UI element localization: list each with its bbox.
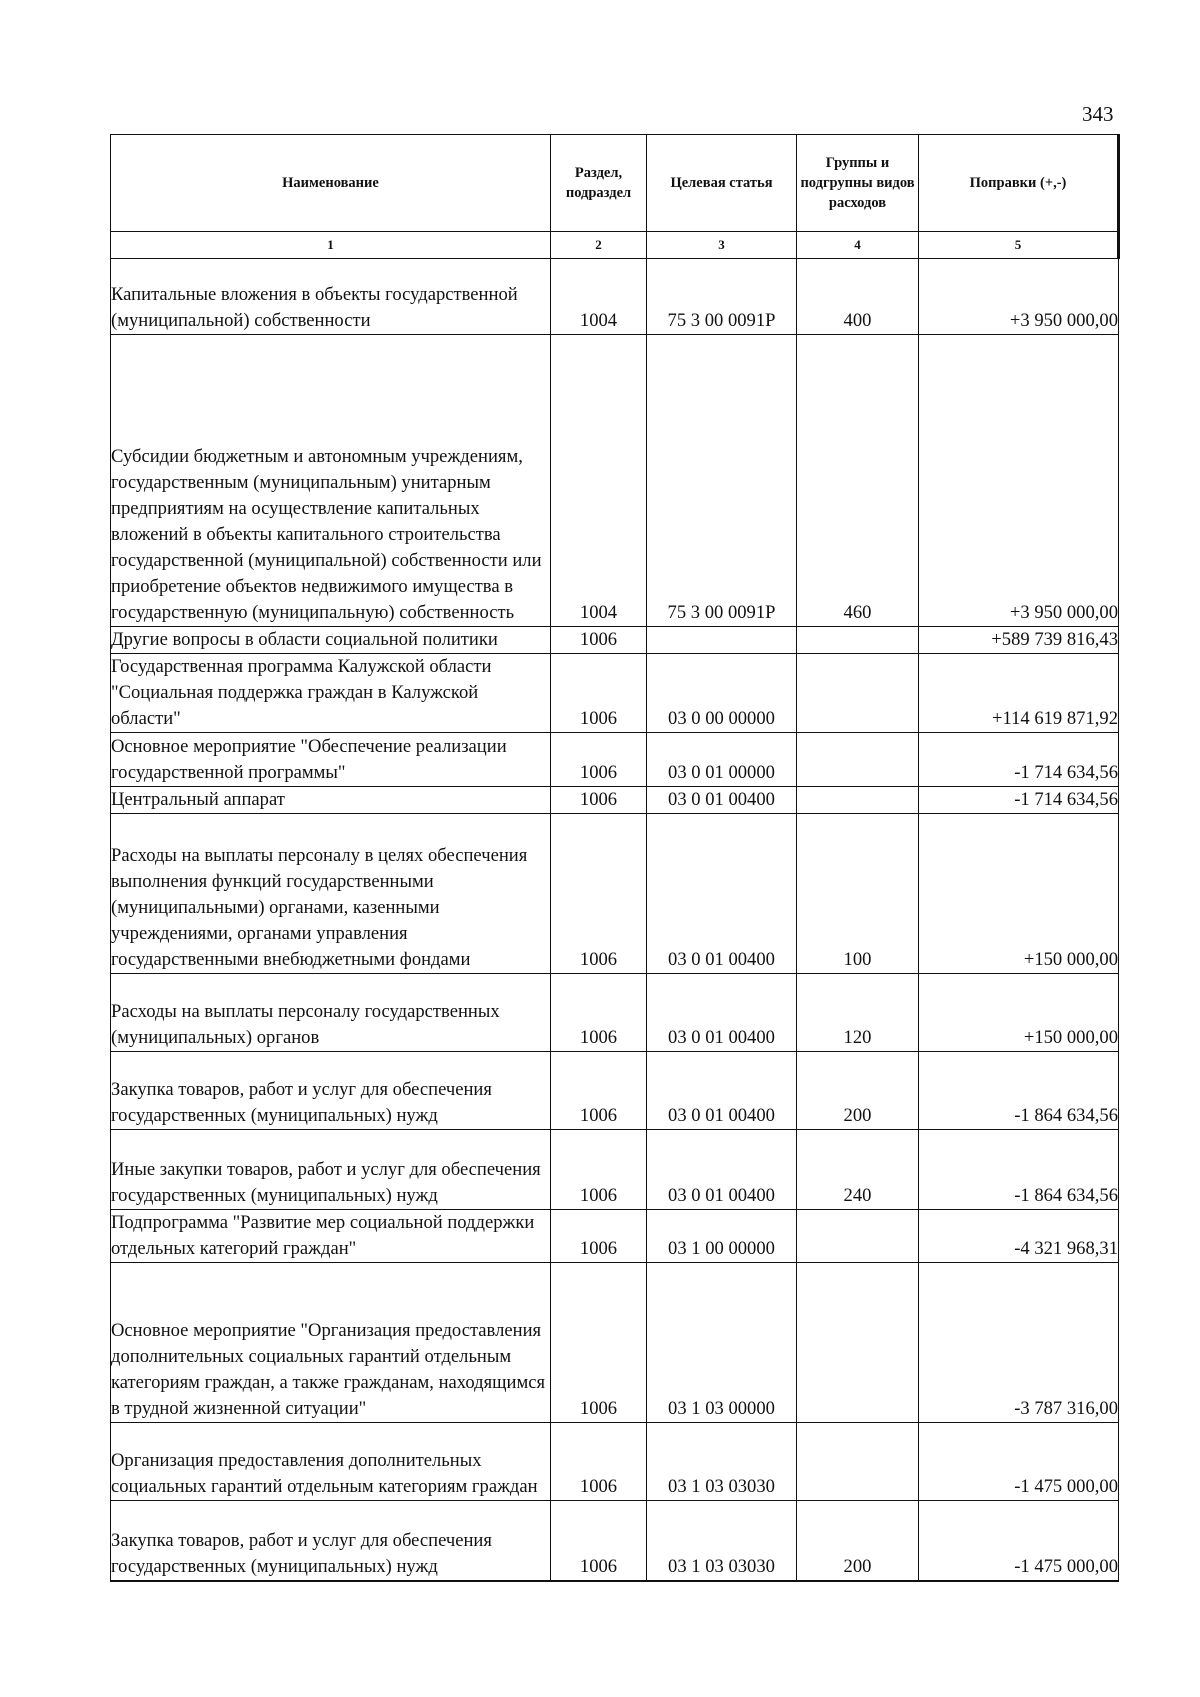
row-name: Подпрограмма "Развитие мер социальной поддержки отдельных категорий граждан"	[111, 1210, 551, 1263]
row-amount: -1 475 000,00	[919, 1501, 1119, 1581]
row-expense-group	[797, 627, 919, 654]
row-name: Основное мероприятие "Организация предоставления дополнительных социальных гарантий отдельным категориям граждан, а также гражданам, находящимся в трудной жизненной ситуации"	[111, 1263, 551, 1423]
row-section: 1006	[551, 1210, 647, 1263]
table-row	[111, 733, 1119, 787]
row-amount: +3 950 000,00	[919, 335, 1119, 627]
row-name: Организация предоставления дополнительных социальных гарантий отдельным категориям граждан	[111, 1423, 551, 1501]
table-row	[111, 1210, 1119, 1263]
row-expense-group: 400	[797, 259, 919, 335]
row-target-article: 03 0 01 00400	[647, 814, 797, 974]
column-number: 4	[797, 232, 919, 259]
table-row	[111, 814, 1119, 974]
row-amount: +589 739 816,43	[919, 627, 1119, 654]
row-expense-group	[797, 1210, 919, 1263]
row-target-article: 03 0 00 00000	[647, 654, 797, 733]
page-number: 343	[1082, 102, 1114, 126]
row-amount: -1 864 634,56	[919, 1052, 1119, 1130]
row-amount: -1 714 634,56	[919, 733, 1119, 787]
column-number-row	[111, 232, 1119, 259]
column-number: 5	[919, 232, 1119, 259]
row-name: Закупка товаров, работ и услуг для обеспечения государственных (муниципальных) нужд	[111, 1501, 551, 1581]
row-name: Центральный аппарат	[111, 787, 551, 814]
row-section: 1004	[551, 259, 647, 335]
row-section: 1006	[551, 1501, 647, 1581]
row-target-article: 75 3 00 0091Р	[647, 335, 797, 627]
row-name: Другие вопросы в области социальной политики	[111, 627, 551, 654]
row-amount: -1 864 634,56	[919, 1130, 1119, 1210]
row-amount: +114 619 871,92	[919, 654, 1119, 733]
header-expense-group: Группы и подгрупны видов расходов	[797, 135, 919, 232]
row-section: 1004	[551, 335, 647, 627]
row-target-article: 03 1 03 00000	[647, 1263, 797, 1423]
row-target-article: 03 0 01 00400	[647, 974, 797, 1052]
table-row	[111, 1130, 1119, 1210]
row-section: 1006	[551, 627, 647, 654]
row-section: 1006	[551, 787, 647, 814]
row-section: 1006	[551, 1423, 647, 1501]
header-name: Наименование	[111, 135, 551, 232]
row-target-article: 03 0 01 00000	[647, 733, 797, 787]
row-name: Основное мероприятие "Обеспечение реализации государственной программы"	[111, 733, 551, 787]
header-section: Раздел, подраздел	[551, 135, 647, 232]
row-name: Субсидии бюджетным и автономным учреждениям, государственным (муниципальным) унитарным предприятиям на осуществление капитальных вложений в объекты капитального строительства государственной (муниципальной) собственности или приобретение объектов недвижимого имущества в государственную (муниципальную) собственность	[111, 335, 551, 627]
row-section: 1006	[551, 1130, 647, 1210]
row-expense-group	[797, 1423, 919, 1501]
row-target-article: 03 1 03 03030	[647, 1423, 797, 1501]
header-row	[111, 135, 1119, 232]
column-number: 1	[111, 232, 551, 259]
row-amount: +150 000,00	[919, 974, 1119, 1052]
row-section: 1006	[551, 733, 647, 787]
row-name: Государственная программа Калужской области "Социальная поддержка граждан в Калужской области"	[111, 654, 551, 733]
row-amount: +3 950 000,00	[919, 259, 1119, 335]
row-amount: +150 000,00	[919, 814, 1119, 974]
table-row	[111, 627, 1119, 654]
row-expense-group	[797, 787, 919, 814]
row-target-article: 03 1 00 00000	[647, 1210, 797, 1263]
table-row	[111, 1263, 1119, 1423]
table-row	[111, 1501, 1119, 1581]
row-section: 1006	[551, 1052, 647, 1130]
table-row	[111, 974, 1119, 1052]
row-expense-group: 200	[797, 1501, 919, 1581]
table-row	[111, 259, 1119, 335]
row-amount: -4 321 968,31	[919, 1210, 1119, 1263]
row-name: Закупка товаров, работ и услуг для обеспечения государственных (муниципальных) нужд	[111, 1052, 551, 1130]
table-row	[111, 654, 1119, 733]
row-expense-group: 460	[797, 335, 919, 627]
row-name: Расходы на выплаты персоналу государственных (муниципальных) органов	[111, 974, 551, 1052]
row-section: 1006	[551, 654, 647, 733]
row-section: 1006	[551, 1263, 647, 1423]
table-row	[111, 787, 1119, 814]
row-target-article	[647, 627, 797, 654]
table-row	[111, 1052, 1119, 1130]
row-expense-group	[797, 654, 919, 733]
row-expense-group	[797, 1263, 919, 1423]
row-section: 1006	[551, 814, 647, 974]
row-section: 1006	[551, 974, 647, 1052]
row-expense-group: 240	[797, 1130, 919, 1210]
table-row	[111, 335, 1119, 627]
row-target-article: 75 3 00 0091Р	[647, 259, 797, 335]
row-name: Капитальные вложения в объекты государственной (муниципальной) собственности	[111, 259, 551, 335]
row-amount: -3 787 316,00	[919, 1263, 1119, 1423]
row-amount: -1 475 000,00	[919, 1423, 1119, 1501]
row-target-article: 03 0 01 00400	[647, 787, 797, 814]
row-expense-group	[797, 733, 919, 787]
row-expense-group: 200	[797, 1052, 919, 1130]
row-name: Расходы на выплаты персоналу в целях обеспечения выполнения функций государственными (муниципальными) органами, казенными учреждениями, органами управления государственными внебюджетными фондами	[111, 814, 551, 974]
row-amount: -1 714 634,56	[919, 787, 1119, 814]
table-row	[111, 1423, 1119, 1501]
budget-amendments-table	[110, 134, 1120, 1582]
row-target-article: 03 0 01 00400	[647, 1130, 797, 1210]
row-name: Иные закупки товаров, работ и услуг для обеспечения государственных (муниципальных) нужд	[111, 1130, 551, 1210]
row-expense-group: 120	[797, 974, 919, 1052]
header-target-article: Целевая статья	[647, 135, 797, 232]
header-amendments: Поправки (+,-)	[919, 135, 1119, 232]
row-expense-group: 100	[797, 814, 919, 974]
row-target-article: 03 1 03 03030	[647, 1501, 797, 1581]
row-target-article: 03 0 01 00400	[647, 1052, 797, 1130]
column-number: 2	[551, 232, 647, 259]
column-number: 3	[647, 232, 797, 259]
